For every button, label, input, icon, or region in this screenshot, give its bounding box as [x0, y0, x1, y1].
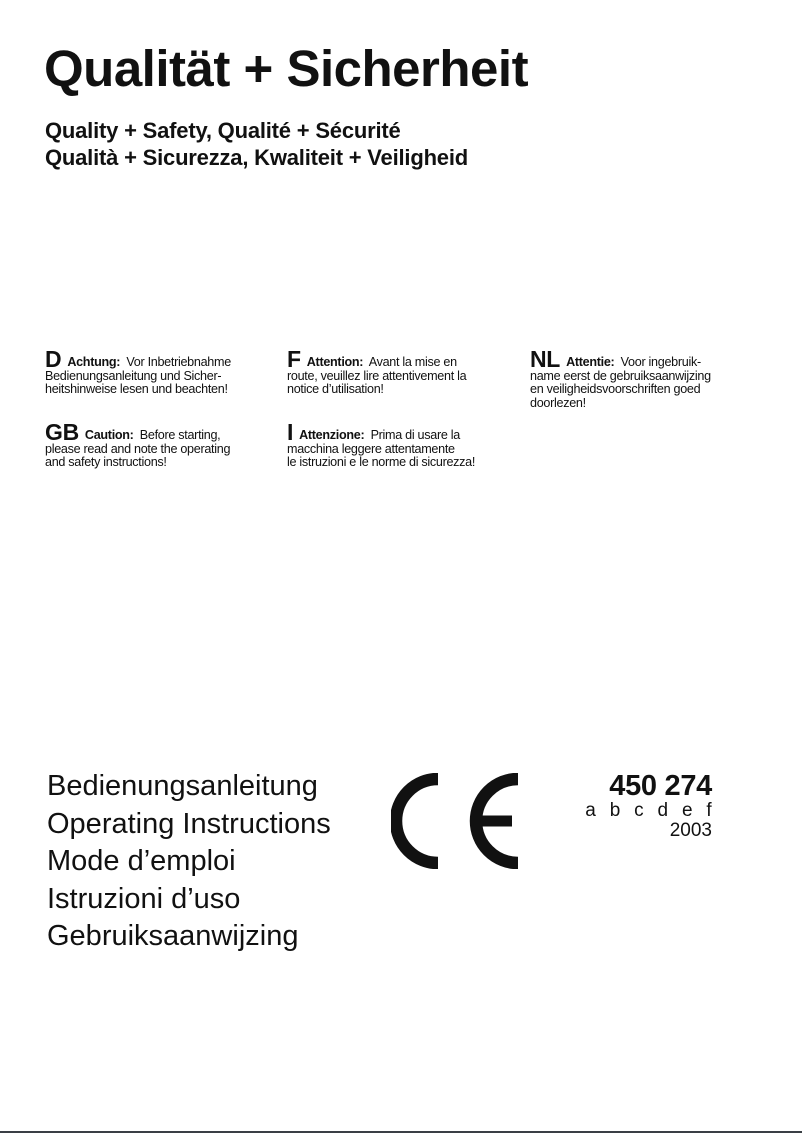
notice-keyword: Attentie: [566, 355, 615, 369]
model-number: 450 274 [609, 770, 712, 802]
notice-line: heitshinweise lesen und beachten! [45, 382, 228, 397]
notice-keyword: Attention: [306, 355, 364, 369]
notice-german [45, 346, 285, 397]
lang-code: I [287, 419, 294, 445]
notice-line: en veiligheidsvoorschriften goed [530, 382, 701, 397]
notice-line: Prima di usare la [370, 428, 460, 442]
manual-title-english: Operating Instructions [47, 807, 331, 840]
manual-title-dutch: Gebruiksaanwijzing [47, 920, 299, 952]
notice-line: Before starting, [139, 428, 221, 442]
notice-keyword: Achtung: [67, 355, 121, 369]
notice-french [287, 346, 527, 397]
notice-line: le istruzioni e le norme di sicurezza! [287, 455, 476, 470]
lang-code: NL [530, 346, 561, 372]
model-info [560, 770, 716, 841]
model-year: 2003 [669, 820, 712, 841]
notice-line: macchina leggere attentamente [287, 441, 455, 456]
model-variants: a b c d e f [585, 800, 716, 821]
notice-line: notice d’utilisation! [287, 382, 384, 397]
notice-english [45, 419, 285, 470]
notice-line: and safety instructions! [45, 455, 167, 470]
manual-title-french: Mode d’emploi [47, 845, 236, 877]
lang-code: GB [45, 419, 79, 445]
manual-title-list [47, 768, 331, 956]
notice-keyword: Caution: [84, 428, 134, 442]
notice-line: name eerst de gebruiksaanwijzing [530, 368, 711, 383]
lang-code: F [287, 346, 301, 372]
notice-dutch [530, 346, 770, 410]
notice-line: Avant la mise en [368, 355, 457, 369]
notice-line: route, veuillez lire attentivement la [287, 368, 467, 383]
notice-line: Vor Inbetriebnahme [126, 355, 231, 369]
notice-line: please read and note the operating [45, 441, 231, 456]
document-title: Qualität + Sicherheit [44, 40, 529, 97]
notice-line: Voor ingebruik- [620, 355, 701, 369]
manual-title-italian: Istruzioni d’uso [47, 882, 241, 915]
ce-mark-icon [391, 773, 519, 869]
subtitle-line-2: Qualità + Sicurezza, Kwaliteit + Veiligheid [45, 145, 468, 170]
notice-line: doorlezen! [530, 395, 586, 410]
manual-title-german: Bedienungsanleitung [47, 770, 318, 802]
subtitle-line-1: Quality + Safety, Qualité + Sécurité [45, 118, 401, 143]
notice-keyword: Attenzione: [299, 428, 365, 442]
notice-italian [287, 419, 527, 470]
notice-line: Bedienungsanleitung und Sicher- [45, 368, 222, 383]
lang-code: D [45, 346, 62, 372]
